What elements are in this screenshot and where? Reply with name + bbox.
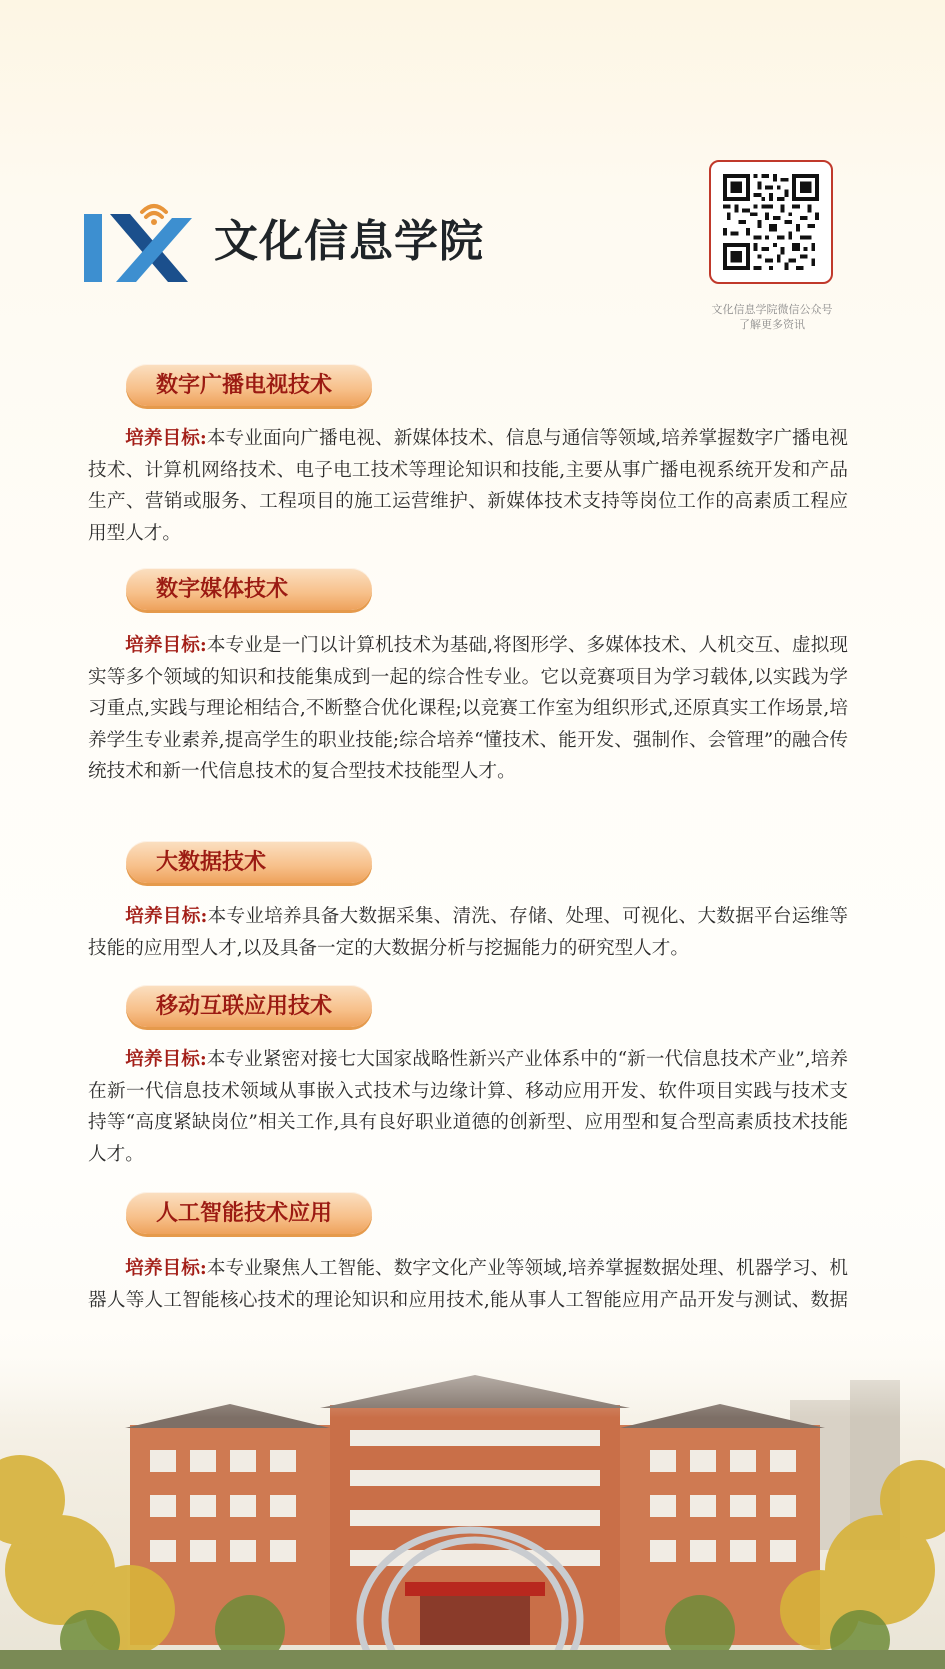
goal-label: 培养目标:: [125, 1258, 207, 1279]
section-paragraph-4: [88, 1044, 848, 1170]
goal-label: 培养目标:: [125, 635, 207, 656]
goal-label: 培养目标:: [125, 906, 208, 927]
section-title-pill-2: [126, 568, 372, 610]
goal-text: 本专业是一门以计算机技术为基础,将图形学、多媒体技术、人机交互、虚拟现实等多个领域的知识和技能集成到一起的综合性专业。它以竞赛项目为学习载体,以实践为学习重点,实践与理论相结合,不断整合优化课程;以竞赛工作室为组织形式,还原真实工作场景,培养学生专业素养,提高学生的职业技能;综合培养“懂技术、能开发、强制作、会管理”的融合传统技术和新一代信息技术的复合型技术技能型人才。: [88, 635, 848, 782]
qr-caption-line2: 了解更多资讯: [739, 318, 805, 331]
section-title: 大数据技术: [156, 849, 267, 875]
section-title: 移动互联应用技术: [156, 993, 333, 1019]
goal-text: 本专业培养具备大数据采集、清洗、存储、处理、可视化、大数据平台运维等技能的应用型人才,以及具备一定的大数据分析与挖掘能力的研究型人才。: [88, 906, 848, 959]
college-logo: [84, 190, 192, 288]
section-paragraph-3: [88, 901, 848, 964]
goal-text: 本专业紧密对接七大国家战略性新兴产业体系中的“新一代信息技术产业”,培养在新一代信息技术领域从事嵌入式技术与边缘计算、移动应用开发、软件项目实践与技术支持等“高度紧缺岗位”相关工作,具有良好职业道德的创新型、应用型和复合型高素质技术技能人才。: [88, 1049, 848, 1165]
qr-code: [709, 160, 833, 284]
section-title-pill-4: [126, 985, 372, 1027]
section-title: 数字广播电视技术: [156, 372, 333, 398]
qr-caption-line1: 文化信息学院微信公众号: [711, 303, 833, 316]
goal-text: 本专业面向广播电视、新媒体技术、信息与通信等领域,培养掌握数字广播电视技术、计算机网络技术、电子电工技术等理论知识和技能,主要从事广播电视系统开发和产品生产、营销或服务、工程项目的施工运营维护、新媒体技术支持等岗位工作的高素质工程应用型人才。: [88, 428, 848, 544]
section-paragraph-2: [88, 630, 848, 788]
qr-caption: [690, 302, 854, 332]
goal-label: 培养目标:: [125, 428, 207, 449]
goal-text: 本专业聚焦人工智能、数字文化产业等领域,培养掌握数据处理、机器学习、机器人等人工智能核心技术的理论知识和应用技术,能从事人工智能应用产品开发与测试、数据: [88, 1258, 848, 1311]
campus-photo: [0, 1320, 945, 1669]
section-title: 数字媒体技术: [156, 576, 289, 602]
section-title-pill-5: [126, 1192, 372, 1234]
goal-label: 培养目标:: [125, 1049, 207, 1070]
section-title-pill-3: [126, 841, 372, 883]
college-title: 文化信息学院: [214, 216, 484, 267]
section-paragraph-1: [88, 423, 848, 549]
section-title: 人工智能技术应用: [156, 1200, 333, 1226]
section-title-pill-1: [126, 364, 372, 406]
